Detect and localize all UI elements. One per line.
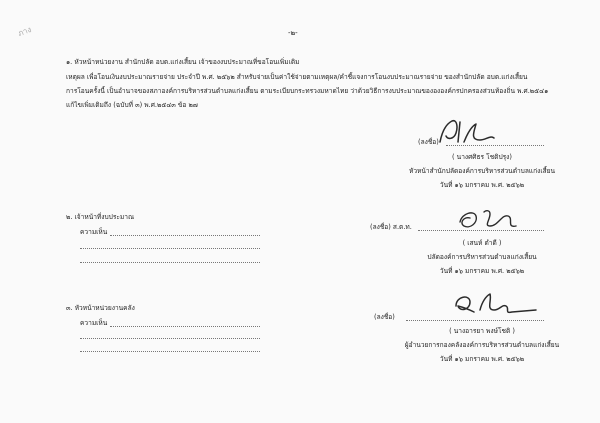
section3-opinion-label: ความเห็น bbox=[80, 319, 108, 327]
section2-opinion-line-2 bbox=[80, 248, 260, 249]
section2-position: ปลัดองค์การบริหารส่วนตำบลแก่งเสี้ยน bbox=[427, 253, 537, 261]
section3-opinion-line-1 bbox=[110, 326, 260, 327]
section3-sign-label: (ลงชื่อ) bbox=[374, 313, 395, 321]
section2-heading: ๒. เจ้าหน้าที่งบประมาณ bbox=[66, 213, 135, 221]
section2-date: วันที่ ๑๖ มกราคม พ.ศ. ๒๕๖๒ bbox=[439, 267, 525, 275]
section2-opinion-line-1 bbox=[110, 235, 260, 236]
section1-name: ( นางศศิธร โชติปรุง) bbox=[452, 153, 512, 161]
section1-position: หัวหน้าสำนักปลัดองค์การบริหารส่วนตำบลแก่งเสี้ยน bbox=[408, 167, 556, 175]
signature-1 bbox=[430, 118, 530, 146]
section1-heading: ๑. หัวหน้าหน่วยงาน สำนักปลัด อบต.แก่งเสี้ยน เจ้าของงบประมาณที่ขอโอนเพิ่มเติม bbox=[66, 58, 300, 66]
section2-opinion-label: ความเห็น bbox=[80, 228, 108, 236]
section1-reason-line1: เหตุผล เพื่อโอนเงินงบประมาณรายจ่าย ประจำปี พ.ศ. ๒๕๖๒ สำหรับจ่ายเป็นค่าใช้จ่ายตามเหตุผล/คำชี้แจงการโอนงบประมาณรายจ่าย ของสำนักปลัด อบต.แก่งเสี้ยน bbox=[66, 73, 528, 81]
section1-sign-line bbox=[446, 145, 544, 146]
section3-date: วันที่ ๑๖ มกราคม พ.ศ. ๒๕๖๒ bbox=[439, 355, 525, 363]
section1-reason-line3: แก้ไขเพิ่มเติมถึง (ฉบับที่ ๓) พ.ศ.๒๕๔๓ ข้อ ๒๗ bbox=[66, 101, 198, 109]
margin-note: ภาง bbox=[16, 24, 33, 39]
section1-date: วันที่ ๑๖ มกราคม พ.ศ. ๒๕๖๒ bbox=[439, 181, 525, 189]
section3-name: ( นางอารยา พงษ์โชติ ) bbox=[449, 327, 515, 335]
signature-3 bbox=[440, 290, 550, 320]
section2-sign-label: (ลงชื่อ) ส.ต.ท. bbox=[370, 223, 412, 231]
section2-name: ( เสนห์ ตำดี ) bbox=[462, 239, 502, 247]
section3-opinion-line-2 bbox=[80, 338, 260, 339]
signature-2 bbox=[446, 206, 536, 232]
section3-heading: ๓. หัวหน้าหน่วยงานคลัง bbox=[66, 304, 135, 312]
section3-opinion-line-3 bbox=[80, 351, 260, 352]
section3-sign-line bbox=[406, 320, 544, 321]
section2-opinion-line-3 bbox=[80, 262, 260, 263]
section2-sign-line bbox=[418, 230, 544, 231]
section3-position: ผู้อำนวยการกองคลังองค์การบริหารส่วนตำบลแก่งเสี้ยน bbox=[404, 341, 560, 349]
section1-reason-line2: การโอนครั้งนี้ เป็นอำนาจของสภาองค์การบริหารส่วนตำบลแก่งเสี้ยน ตามระเบียบกระทรวงมหาดไทย ว่าด้วยวิธีการงบประมาณของององค์กรปกครองส่วนท้องถิ่น พ.ศ.๒๕๔๑ bbox=[66, 87, 549, 95]
section1-sign-label: (ลงชื่อ) bbox=[418, 138, 439, 146]
page-number: -๒- bbox=[288, 29, 298, 37]
